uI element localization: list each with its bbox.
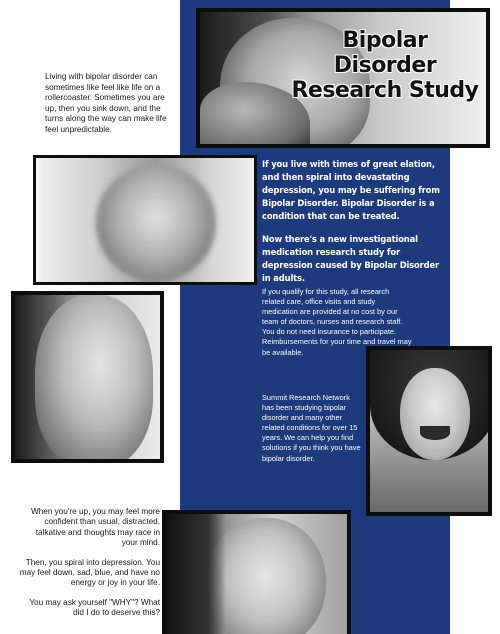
man-portrait-photo: [11, 291, 164, 463]
panel-body-summit-text: Summit Research Network has been studying bipolar disorder and many other related conditions for over 15 years. We can help you find solutions if you think you have bipolar disorder.: [262, 393, 361, 463]
title-line-2: Research Study: [291, 78, 479, 103]
mood-description-text: [18, 507, 160, 628]
panel-lead-text: [262, 158, 444, 295]
blurred-face-photo: [33, 155, 257, 285]
title-line-1: Bipolar Disorder: [333, 28, 437, 78]
mood-paragraph-3: You may ask yourself "WHY"? What did I do to deserve this?: [29, 597, 160, 618]
laughing-woman-photo: [366, 346, 492, 516]
lead-paragraph-1: If you live with times of great elation, and then spiral into devastating depression, you may be suffering from Bipolar Disorder. Bipolar Disorder is a condition that can be treated.: [262, 159, 440, 221]
panel-body-qualify-text: If you qualify for this study, all research related care, office visits and study medication are provided at no cost by our team of doctors, nurses and research staff. You do not need insurance to participate. Reimbursements for your time and travel may be available.: [262, 287, 412, 357]
mood-paragraph-2: Then, you spiral into depression. You may feel down, sad, blue, and have no energy or joy in your life.: [19, 557, 160, 588]
mood-paragraph-1: When you're up, you may feel more confident than usual, distracted, talkative and thoughts may race in your mind.: [31, 507, 160, 548]
intro-rollercoaster-text: Living with bipolar disorder can sometimes like feel like life on a rollercoaster. Sometimes you are up, then you sink down, and the turns along the way can make life feel unpredictable.: [45, 72, 167, 134]
bottom-woman-face-photo: [162, 510, 351, 634]
page-title: [290, 28, 480, 103]
lead-paragraph-2: Now there's a new investigational medication research study for depression caused by Bipolar Disorder in adults.: [262, 234, 439, 283]
